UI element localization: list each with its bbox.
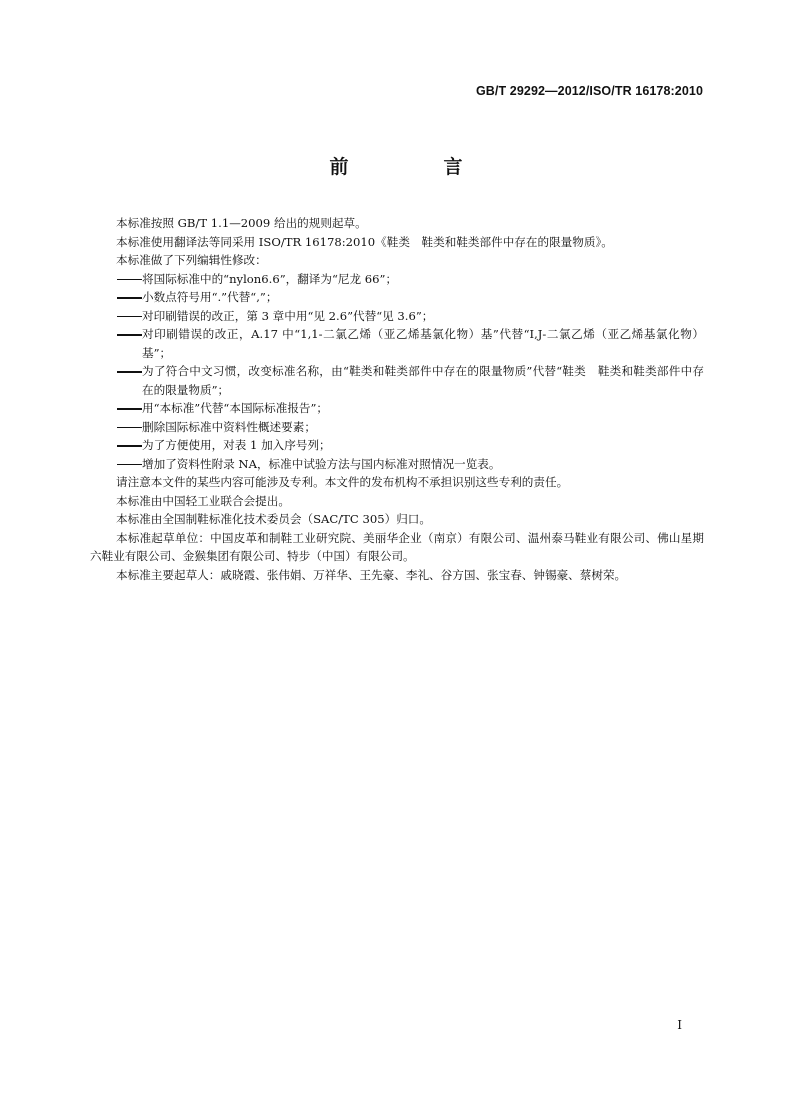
dash-icon: [116, 270, 142, 289]
list-item: [90, 270, 704, 289]
standard-code-header: GB/T 29292—2012/ISO/TR 16178:2010: [475, 84, 703, 98]
paragraph-drafting-units: 本标准起草单位：中国皮革和制鞋工业研究院、美丽华企业（南京）有限公司、温州泰马鞋业有限公司、佛山星期六鞋业有限公司、金猴集团有限公司、特步（中国）有限公司。: [90, 530, 704, 563]
list-item: [90, 362, 704, 399]
list-item-text: 为了方便使用，对表 1 加入序号列；: [142, 438, 331, 452]
list-item: [90, 307, 704, 326]
paragraph-proposer: 本标准由中国轻工业联合会提出。: [116, 493, 290, 508]
page-title: 前 言: [329, 156, 501, 178]
dash-icon: [116, 455, 142, 474]
list-item: [90, 418, 704, 437]
list-item-text: 将国际标准中的“nylon6.6”，翻译为“尼龙 66”；: [142, 271, 398, 286]
list-item: [90, 436, 704, 455]
list-item: [90, 288, 704, 307]
dash-icon: [116, 307, 142, 326]
paragraph-edits-intro: 本标准做了下列编辑性修改：: [116, 253, 267, 267]
list-item: [90, 399, 704, 418]
list-item: [90, 325, 704, 362]
list-item-text: 对印刷错误的改正，A.17 中“1,1-二氯乙烯（亚乙烯基氯化物）基”代替“I,J-二氯乙烯（亚乙烯基氯化物）基”；: [142, 327, 704, 360]
page-number: I: [677, 1018, 682, 1032]
list-item-text: 对印刷错误的改正，第 3 章中用“见 2.6”代替“见 3.6”；: [142, 308, 434, 323]
dash-icon: [116, 418, 142, 437]
paragraph-adoption: 本标准使用翻译法等同采用 ISO/TR 16178:2010《鞋类 鞋类和鞋类部件中存在的限量物质》。: [116, 234, 613, 249]
paragraph-committee: 本标准由全国制鞋标准化技术委员会（SAC/TC 305）归口。: [116, 512, 431, 526]
dash-icon: [116, 288, 142, 307]
list-item: [90, 455, 704, 474]
list-item-text: 增加了资料性附录 NA，标准中试验方法与国内标准对照情况一览表。: [142, 456, 501, 471]
list-item-text: 删除国际标准中资料性概述要素；: [142, 419, 316, 434]
paragraph-patent-notice: 请注意本文件的某些内容可能涉及专利。本文件的发布机构不承担识别这些专利的责任。: [116, 475, 569, 489]
paragraph-drafters: 本标准主要起草人：戚晓霞、张伟娟、万祥华、王先豪、李礼、谷方国、张宝春、钟锡豪、蔡树荣。: [116, 567, 627, 582]
dash-icon: [116, 325, 142, 362]
list-item-text: 用“本标准”代替“本国际标准报告”；: [142, 401, 329, 415]
paragraph-drafting-rules: 本标准按照 GB/T 1.1—2009 给出的规则起草。: [116, 216, 367, 230]
list-item-text: 小数点符号用“.”代替“,”；: [142, 290, 278, 304]
foreword-body: [90, 214, 704, 584]
list-item-text: 为了符合中文习惯，改变标准名称，由“鞋类和鞋类部件中存在的限量物质”代替“鞋类 鞋类和鞋类部件中存在的限量物质”；: [142, 364, 704, 397]
dash-icon: [116, 399, 142, 418]
dash-icon: [116, 436, 142, 455]
dash-icon: [116, 362, 142, 399]
